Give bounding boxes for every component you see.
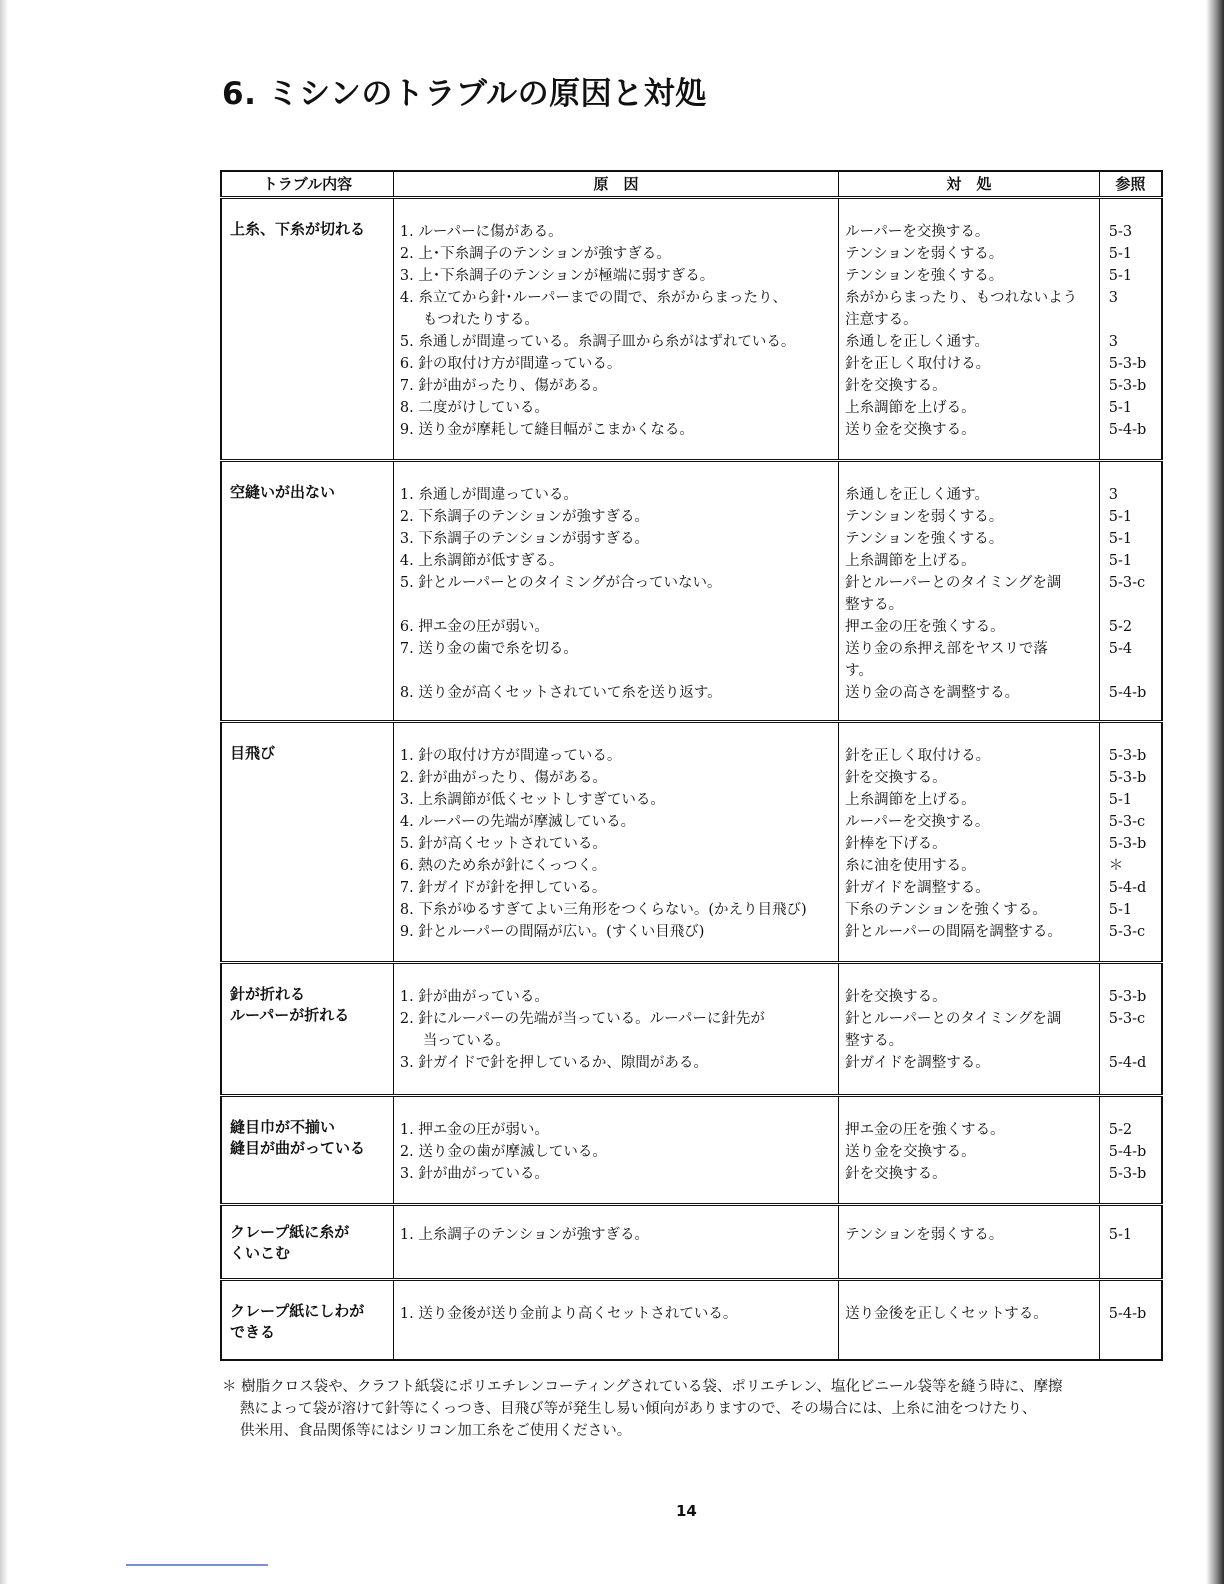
- ref-cell-line: 5-3-c: [1108, 924, 1146, 940]
- cause-cell-line: 5. 糸通しが間違っている。糸調子皿から糸がはずれている。: [399, 334, 796, 350]
- cause-cell-line: 1. 送り金後が送り金前より高くセットされている。: [399, 1306, 738, 1322]
- remedy-cell-line: 送り金を交換する。: [845, 1144, 976, 1160]
- remedy-cell: [839, 198, 1100, 461]
- remedy-cell-line: 糸通しを正しく通す。: [845, 334, 989, 350]
- issue-cell-line: 上糸、下糸が切れる: [230, 220, 366, 238]
- cause-cell-line: 8. 二度がけしている。: [399, 400, 549, 416]
- ref-cell: [1099, 1280, 1162, 1361]
- remedy-cell: [839, 722, 1100, 963]
- ref-cell: [1099, 198, 1162, 461]
- cause-cell-line: 3. 針ガイドで針を押しているか、隙間がある。: [399, 1055, 708, 1071]
- ref-cell-line: ＊: [1108, 858, 1124, 874]
- ref-cell-line: [1109, 660, 1155, 682]
- table-row: [221, 963, 1162, 1096]
- ref-cell-line: 5-4-b: [1108, 422, 1147, 438]
- ref-cell-line: 5-3-b: [1108, 1166, 1147, 1182]
- table-row: [221, 722, 1162, 963]
- remedy-cell-line: 送り金を交換する。: [845, 422, 976, 438]
- cause-cell-line: 4. 糸立てから針･ルーパーまでの間で、糸がからまったり、: [399, 290, 788, 306]
- cause-cell-line: 7. 針が曲がったり、傷がある。: [399, 378, 607, 394]
- ref-cell-line: 5-1: [1108, 553, 1133, 569]
- table-row: [221, 1096, 1162, 1205]
- remedy-cell-line: 糸通しを正しく通す。: [845, 487, 989, 503]
- remedy-cell-line: 針ガイドを調整する。: [845, 880, 990, 896]
- page-number: 14: [676, 1502, 697, 1520]
- ref-cell: [1099, 461, 1162, 722]
- remedy-cell-line: 糸がからまったり、もつれないよう: [845, 290, 1078, 306]
- cause-cell-line: 1. 押エ金の圧が弱い。: [399, 1122, 549, 1138]
- header-ref: 参照: [1099, 171, 1162, 198]
- table-row: [221, 198, 1162, 461]
- remedy-cell-line: 送り金の高さを調整する。: [845, 685, 1020, 701]
- cause-cell-line: 4. 上糸調節が低すぎる。: [399, 553, 564, 569]
- footnote: [222, 1376, 1167, 1442]
- scan-edge: [0, 0, 8, 1584]
- issue-cell-line: くいこむ: [230, 1244, 291, 1262]
- cause-cell-line: 7. 送り金の歯で糸を切る。: [399, 641, 578, 657]
- issue-cell-line: クレープ紙に糸が: [230, 1223, 350, 1241]
- remedy-cell-line: す。: [845, 663, 873, 679]
- ref-cell-line: 5-1: [1108, 509, 1133, 525]
- ref-cell-line: 5-4-b: [1108, 685, 1147, 701]
- cause-cell-line: 当っている。: [422, 1033, 510, 1049]
- ref-cell-line: [1109, 1030, 1155, 1052]
- remedy-cell: [839, 461, 1100, 722]
- issue-cell-line: 縫目が曲がっている: [230, 1139, 366, 1157]
- cause-cell: [393, 461, 838, 722]
- table-row: [221, 1280, 1162, 1361]
- cause-cell-line: 2. 送り金の歯が摩滅している。: [399, 1144, 607, 1160]
- table-row: [221, 461, 1162, 722]
- issue-cell-line: 縫目巾が不揃い: [230, 1118, 336, 1136]
- cause-cell-line: 1. ルーパーに傷がある。: [399, 224, 563, 240]
- cause-cell-line: 2. 下糸調子のテンションが強すぎる。: [399, 509, 649, 525]
- footnote-line: 熱によって袋が溶けて針等にくっつき、目飛び等が発生し易い傾向がありますので、その場合には、上糸に油をつけたり、: [240, 1401, 1037, 1417]
- remedy-cell-line: 押エ金の圧を強くする。: [845, 619, 1005, 635]
- remedy-cell-line: 送り金の糸押え部をヤスリで落: [845, 641, 1048, 657]
- ref-cell-line: 3: [1108, 487, 1118, 503]
- ref-cell: [1099, 1205, 1162, 1280]
- remedy-cell: [839, 1205, 1100, 1280]
- remedy-cell-line: 針を交換する。: [845, 989, 947, 1005]
- cause-cell-line: [400, 660, 832, 682]
- issue-cell-line: クレープ紙にしわが: [230, 1302, 365, 1320]
- remedy-cell-line: テンションを弱くする。: [845, 1227, 1004, 1243]
- cause-cell-line: 3. 上･下糸調子のテンションが極端に弱すぎる。: [399, 268, 715, 284]
- ref-cell-line: 5-3-b: [1108, 748, 1147, 764]
- troubleshooting-table: [220, 170, 1163, 1361]
- issue-cell-line: 針が折れる: [230, 985, 306, 1003]
- ref-cell-line: 5-3-c: [1108, 1011, 1146, 1027]
- remedy-cell: [839, 963, 1100, 1096]
- remedy-cell-line: 針を正しく取付ける。: [845, 356, 991, 372]
- ref-cell-line: 5-1: [1108, 531, 1133, 547]
- remedy-cell-line: 針を交換する。: [845, 770, 947, 786]
- remedy-cell-line: 注意する。: [845, 312, 918, 328]
- remedy-cell-line: 上糸調節を上げる。: [845, 553, 976, 569]
- table-row: [221, 1205, 1162, 1280]
- ref-cell-line: [1109, 594, 1155, 616]
- ref-cell-line: 5-3-c: [1108, 814, 1146, 830]
- cause-cell-line: 6. 針の取付け方が間違っている。: [399, 356, 622, 372]
- remedy-cell-line: テンションを弱くする。: [845, 246, 1004, 262]
- cause-cell-line: 1. 糸通しが間違っている。: [399, 487, 578, 503]
- page-title: 6. ミシンのトラブルの原因と対処: [222, 76, 707, 112]
- cause-cell-line: 6. 熱のため糸が針にくっつく。: [399, 858, 607, 874]
- remedy-cell-line: 針を交換する。: [845, 378, 947, 394]
- ref-cell-line: 5-3-b: [1108, 989, 1147, 1005]
- issue-cell: [221, 722, 393, 963]
- cause-cell-line: 5. 針が高くセットされている。: [399, 836, 607, 852]
- remedy-cell-line: 整する。: [845, 1033, 904, 1049]
- footnote-line: 供米用、食品関係等にはシリコン加工糸をご使用ください。: [240, 1423, 632, 1439]
- ref-cell-line: 5-1: [1108, 902, 1133, 918]
- remedy-cell-line: テンションを強くする。: [845, 268, 1004, 284]
- ref-cell-line: 5-4-b: [1108, 1144, 1147, 1160]
- ref-cell-line: 5-3-b: [1108, 356, 1147, 372]
- remedy-cell-line: 糸に油を使用する。: [845, 858, 976, 874]
- bottom-rule: [126, 1564, 268, 1566]
- cause-cell: [393, 1205, 838, 1280]
- ref-cell-line: 5-3-b: [1108, 770, 1147, 786]
- cause-cell-line: もつれたりする。: [422, 312, 539, 328]
- cause-cell-line: 3. 上糸調節が低くセットしすぎている。: [399, 792, 665, 808]
- remedy-cell-line: 針を交換する。: [845, 1166, 947, 1182]
- remedy-cell-line: 送り金後を正しくセットする。: [845, 1306, 1048, 1322]
- remedy-cell-line: 針とルーパーとのタイミングを調: [845, 1011, 1062, 1027]
- cause-cell-line: 3. 下糸調子のテンションが弱すぎる。: [399, 531, 649, 547]
- remedy-cell-line: 押エ金の圧を強くする。: [845, 1122, 1005, 1138]
- page-edge-shadow: [1206, 0, 1224, 1584]
- issue-cell-line: できる: [230, 1323, 276, 1341]
- remedy-cell: [839, 1280, 1100, 1361]
- remedy-cell-line: 上糸調節を上げる。: [845, 400, 976, 416]
- ref-cell: [1099, 1096, 1162, 1205]
- cause-cell: [393, 1096, 838, 1205]
- ref-cell: [1099, 722, 1162, 963]
- issue-cell: [221, 198, 393, 461]
- remedy-cell-line: 下糸のテンションを強くする。: [845, 902, 1047, 918]
- cause-cell: [393, 963, 838, 1096]
- header-issue: トラブル内容: [221, 171, 393, 198]
- ref-cell-line: 5-3-b: [1108, 836, 1147, 852]
- remedy-cell: [839, 1096, 1100, 1205]
- cause-cell: [393, 198, 838, 461]
- issue-cell-line: 目飛び: [230, 744, 276, 762]
- issue-cell-line: ルーパーが折れる: [230, 1006, 350, 1024]
- header-cause: 原 因: [393, 171, 838, 198]
- remedy-cell-line: 上糸調節を上げる。: [845, 792, 976, 808]
- issue-cell: [221, 1280, 393, 1361]
- remedy-cell-line: ルーパーを交換する。: [845, 224, 990, 240]
- ref-cell-line: 3: [1108, 290, 1118, 306]
- remedy-cell-line: テンションを強くする。: [845, 531, 1004, 547]
- issue-cell-line: 空縫いが出ない: [230, 483, 336, 501]
- table-header-row: [221, 171, 1162, 198]
- ref-cell-line: 5-1: [1108, 1227, 1133, 1243]
- cause-cell-line: 7. 針ガイドが針を押している。: [399, 880, 607, 896]
- remedy-cell-line: ルーパーを交換する。: [845, 814, 990, 830]
- table-body: [221, 198, 1162, 1361]
- issue-cell: [221, 461, 393, 722]
- cause-cell-line: 9. 針とルーパーの間隔が広い。(すくい目飛び): [399, 924, 705, 940]
- cause-cell-line: 8. 送り金が高くセットされていて糸を送り返す。: [399, 685, 722, 701]
- ref-cell-line: 5-1: [1108, 268, 1133, 284]
- remedy-cell-line: 整する。: [845, 597, 904, 613]
- issue-cell: [221, 1205, 393, 1280]
- ref-cell-line: 5-1: [1108, 792, 1133, 808]
- remedy-cell-line: 針ガイドを調整する。: [845, 1055, 990, 1071]
- cause-cell-line: 8. 下糸がゆるすぎてよい三角形をつくらない。(かえり目飛び): [399, 902, 807, 918]
- ref-cell-line: 5-1: [1108, 400, 1133, 416]
- ref-cell-line: 5-4: [1108, 641, 1133, 657]
- cause-cell-line: [400, 594, 832, 616]
- ref-cell-line: [1109, 309, 1155, 331]
- cause-cell-line: 3. 針が曲がっている。: [399, 1166, 549, 1182]
- ref-cell-line: 5-1: [1108, 246, 1133, 262]
- cause-cell-line: 5. 針とルーパーとのタイミングが合っていない。: [399, 575, 722, 591]
- remedy-cell-line: 針棒を下げる。: [845, 836, 947, 852]
- cause-cell-line: 1. 針の取付け方が間違っている。: [399, 748, 622, 764]
- ref-cell-line: 5-3: [1108, 224, 1133, 240]
- header-remedy: 対 処: [839, 171, 1100, 198]
- cause-cell-line: 1. 針が曲がっている。: [399, 989, 549, 1005]
- ref-cell-line: 3: [1108, 334, 1118, 350]
- cause-cell-line: 9. 送り金が摩耗して縫目幅がこまかくなる。: [399, 422, 694, 438]
- issue-cell: [221, 963, 393, 1096]
- footnote-line: ＊ 樹脂クロス袋や、クラフト紙袋にポリエチレンコーティングされている袋、ポリエチレン、塩化ビニール袋等を縫う時に、摩擦: [222, 1379, 1063, 1395]
- ref-cell-line: 5-2: [1108, 619, 1133, 635]
- cause-cell-line: 6. 押エ金の圧が弱い。: [399, 619, 549, 635]
- cause-cell-line: 2. 上･下糸調子のテンションが強すぎる。: [399, 246, 671, 262]
- issue-cell: [221, 1096, 393, 1205]
- ref-cell-line: 5-4-d: [1108, 1055, 1147, 1071]
- cause-cell-line: 4. ルーパーの先端が摩滅している。: [399, 814, 636, 830]
- cause-cell-line: 2. 針が曲がったり、傷がある。: [399, 770, 607, 786]
- cause-cell-line: 1. 上糸調子のテンションが強すぎる。: [399, 1227, 649, 1243]
- remedy-cell-line: 針とルーパーとのタイミングを調: [845, 575, 1062, 591]
- remedy-cell-line: テンションを弱くする。: [845, 509, 1004, 525]
- ref-cell: [1099, 963, 1162, 1096]
- ref-cell-line: 5-4-b: [1108, 1306, 1147, 1322]
- cause-cell-line: 2. 針にルーパーの先端が当っている。ルーパーに針先が: [399, 1011, 765, 1027]
- ref-cell-line: 5-2: [1108, 1122, 1133, 1138]
- ref-cell-line: 5-3-b: [1108, 378, 1147, 394]
- ref-cell-line: 5-4-d: [1108, 880, 1147, 896]
- remedy-cell-line: 針を正しく取付ける。: [845, 748, 991, 764]
- cause-cell: [393, 1280, 838, 1361]
- ref-cell-line: 5-3-c: [1108, 575, 1146, 591]
- cause-cell: [393, 722, 838, 963]
- remedy-cell-line: 針とルーパーの間隔を調整する。: [845, 924, 1062, 940]
